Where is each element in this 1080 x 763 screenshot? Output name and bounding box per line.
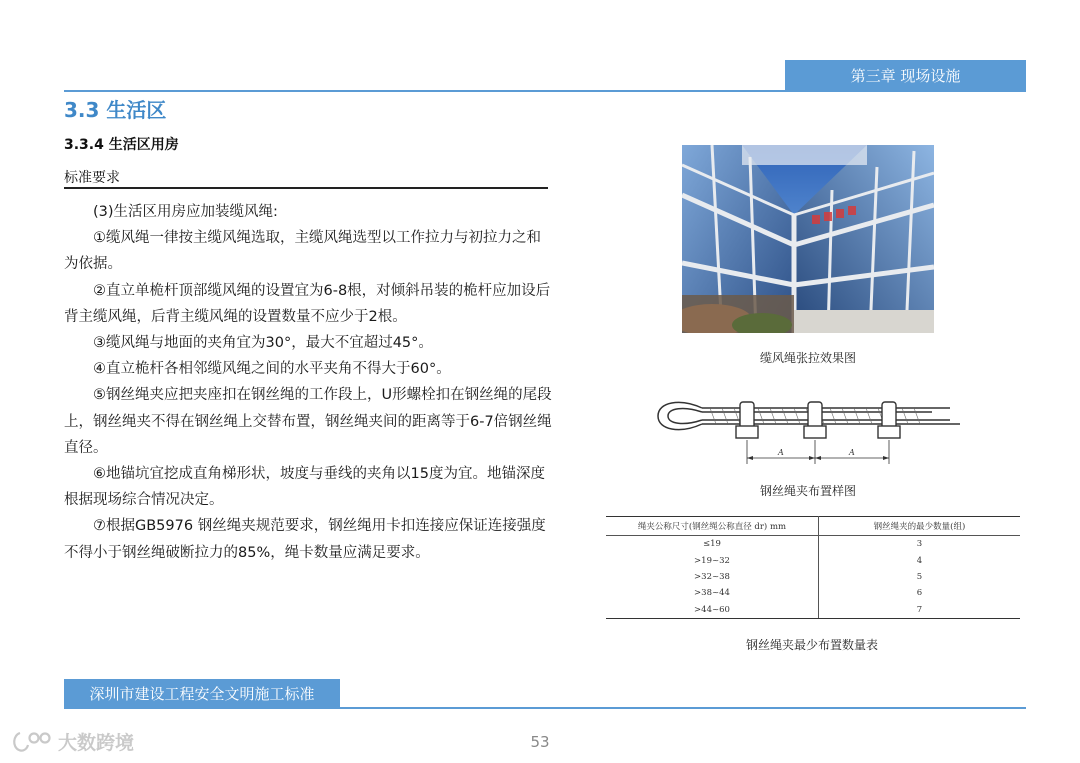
- footer-divider: [64, 707, 1026, 709]
- table-row: [606, 585, 1020, 601]
- footer-standard-name: 深圳市建设工程安全文明施工标准: [64, 679, 340, 707]
- guy-rope-photo: [682, 145, 934, 333]
- table-header-cell: 钢丝绳夹的最少数量(组): [819, 517, 1021, 536]
- table-cell: 7: [819, 602, 1021, 619]
- watermark: [10, 728, 134, 755]
- diagram-caption: 钢丝绳夹布置样图: [759, 484, 856, 498]
- table-caption: 钢丝绳夹最少布置数量表: [745, 638, 878, 652]
- paragraph-1: ①缆风绳一律按主缆风绳选取，主缆风绳选型以工作拉力与初拉力之和为依据。: [64, 230, 541, 273]
- table-cell: ≤19: [606, 536, 819, 553]
- paragraph-3: ③缆风绳与地面的夹角宜为30°，最大不宜超过45°。: [93, 335, 433, 352]
- subsection-title: 3.3.4 生活区用房: [64, 137, 179, 153]
- paragraph-intro: (3)生活区用房应加装缆风绳:: [93, 204, 278, 220]
- paragraph-7: ⑦根据GB5976 钢丝绳夹规范要求，钢丝绳用卡扣连接应保证连接强度不得小于钢丝绳破断拉力的85%，绳卡数量应满足要求。: [64, 518, 546, 561]
- photo-caption: 缆风绳张拉效果图: [759, 351, 856, 365]
- requirement-label: 标准要求: [64, 170, 120, 186]
- table-cell: 3: [916, 539, 923, 550]
- header-divider: [64, 90, 1026, 92]
- clamp-quantity-table: [606, 516, 1020, 619]
- paragraph-2: ②直立单桅杆顶部缆风绳的设置宜为6-8根，对倾斜吊装的桅杆应加设后背主缆风绳，后背主缆风绳的设置数量不应少于2根。: [64, 282, 551, 325]
- table-row: [606, 552, 1020, 568]
- table-cell: 6: [916, 588, 923, 599]
- table-cell: >19~32: [606, 552, 819, 568]
- dimension-label-1: A: [778, 448, 784, 457]
- watermark-logo-icon: [10, 729, 54, 755]
- table-row: [606, 569, 1020, 585]
- table-header-cell: 绳夹公称尺寸(钢丝绳公称直径 dr) mm: [606, 517, 819, 536]
- table-cell: 5: [916, 571, 923, 582]
- page-number: 53: [530, 733, 550, 751]
- paragraph-5: ⑤钢丝绳夹应把夹座扣在钢丝绳的工作段上，U形螺栓扣在钢丝绳的尾段上，钢丝绳夹不得在钢丝绳上交替布置，钢丝绳夹间的距离等于6-7倍钢丝绳直径。: [64, 387, 552, 456]
- table-row: [606, 602, 1020, 619]
- table-cell: >32~38: [606, 569, 819, 585]
- dimension-label-2: A: [849, 448, 855, 457]
- paragraph-6: ⑥地锚坑宜挖成直角梯形状，坡度与垂线的夹角以15度为宜。地锚深度根据现场综合情况决定。: [64, 466, 545, 509]
- requirement-divider: [64, 187, 548, 189]
- wire-rope-clamp-diagram: [650, 388, 962, 468]
- table-cell: 4: [916, 555, 923, 566]
- chapter-header: 第三章 现场设施: [785, 60, 1026, 90]
- section-title: 3.3 生活区: [64, 98, 167, 122]
- table-cell: >38~44: [606, 585, 819, 601]
- paragraph-4: ④直立桅杆各相邻缆风绳之间的水平夹角不得大于60°。: [93, 361, 451, 378]
- table-header-row: [606, 517, 1020, 536]
- body-text: [64, 199, 552, 566]
- watermark-text: 大数跨境: [58, 732, 135, 754]
- table-cell: >44~60: [606, 602, 819, 619]
- table-row: [606, 536, 1020, 553]
